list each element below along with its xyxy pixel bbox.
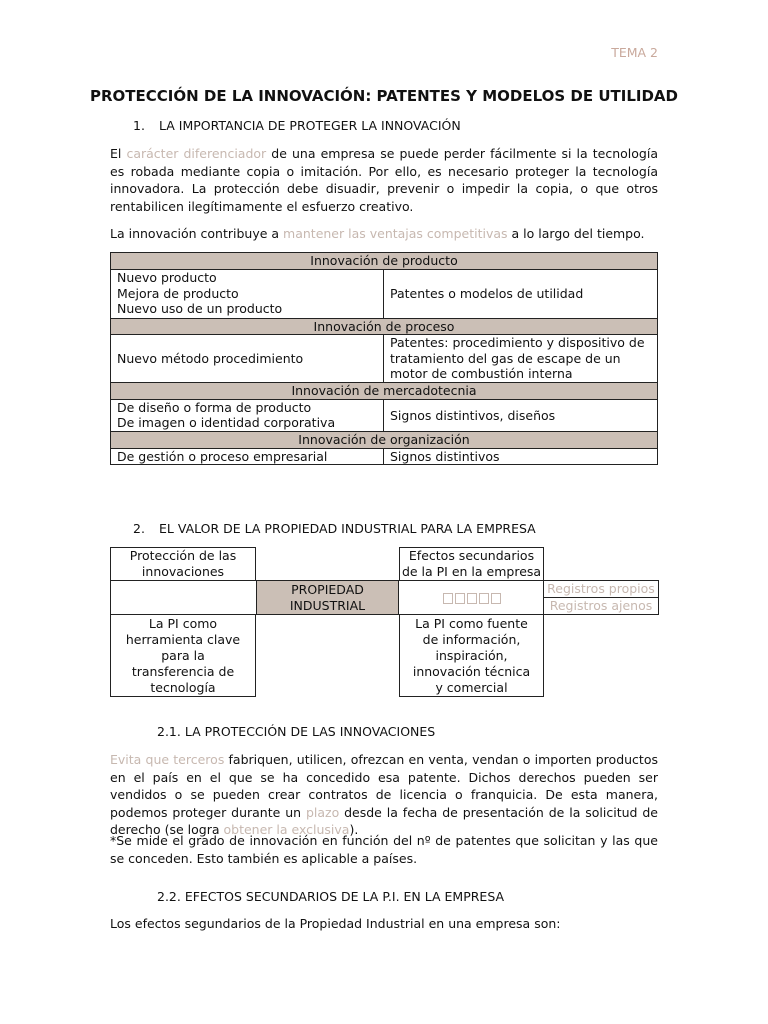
highlight-text: plazo <box>305 804 340 820</box>
table-cell: Patentes: procedimiento y dispositivo de tratamiento del gas de escape de un motor de combustión interna <box>384 335 658 383</box>
table-cell <box>111 269 384 318</box>
section-2-1-heading: 2.1. LA PROTECCIÓN DE LAS INNOVACIONES <box>157 724 436 739</box>
section-2-1-note: *Se mide el grado de innovación en función del nº de patentes que solicitan y las que se conceden. Esto también es aplicable a países. <box>110 833 658 866</box>
cell-line: De imagen o identidad corporativa <box>117 415 336 431</box>
highlight-text: obtener la exclusiva <box>223 822 350 838</box>
section-2-2-paragraph: Los efectos segundarios de la Propiedad Industrial en una empresa son: <box>110 916 561 931</box>
diagram-box-efectos: Efectos secundarios de la PI en la empresa <box>399 547 544 581</box>
section-1-heading <box>133 118 461 133</box>
glyph-box <box>443 593 453 604</box>
table-cell: Signos distintivos <box>384 448 658 465</box>
cell-line: De diseño o forma de producto <box>117 399 312 415</box>
text: ). <box>349 822 359 838</box>
cell-line: Nuevo uso de un producto <box>117 301 283 317</box>
text: desde la fecha de presentación de la solicitud de derecho (se logra <box>110 804 658 838</box>
table-cell: Nuevo método procedimiento <box>111 335 384 383</box>
table-cell: Patentes o modelos de utilidad <box>384 269 658 318</box>
table-header-proceso: Innovación de proceso <box>111 318 658 335</box>
section-1-paragraph-2 <box>110 225 658 243</box>
table-cell: Signos distintivos, diseños <box>384 399 658 431</box>
table-cell: De gestión o proceso empresarial <box>111 448 384 465</box>
table-header-organizacion: Innovación de organización <box>111 431 658 448</box>
table-header-mercadotecnia: Innovación de mercadotecnia <box>111 383 658 400</box>
glyph-box <box>479 593 489 604</box>
highlight-text: carácter diferenciador <box>126 146 267 161</box>
text: El <box>110 146 127 161</box>
section-1-title: LA IMPORTANCIA DE PROTEGER LA INNOVACIÓN <box>159 118 461 133</box>
glyph-box <box>491 593 501 604</box>
document-title: PROTECCIÓN DE LA INNOVACIÓN: PATENTES Y MODELOS DE UTILIDAD <box>90 87 678 105</box>
diagram-box-herramienta: La PI como herramienta clave para la transferencia de tecnología <box>110 614 256 697</box>
section-2-title: EL VALOR DE LA PROPIEDAD INDUSTRIAL PARA LA EMPRESA <box>159 521 536 536</box>
table-header-producto: Innovación de producto <box>111 253 658 270</box>
diagram-box-registros-ajenos: Registros ajenos <box>543 597 659 615</box>
text: a lo largo del tiempo. <box>507 226 645 241</box>
cell-line: Nuevo producto <box>117 270 217 286</box>
text: de una empresa se puede perder fácilmente si la tecnología es robada mediante copia o imitación. Por ello, es necesario proteger la tecnología innovadora. La protección debe disuadir, prevenir o impedir la copia, o que otros rentabilicen ilegítimamente el esfuerzo creativo. <box>110 146 658 214</box>
diagram-box-fuente: La PI como fuente de información, inspiración, innovación técnica y comercial <box>399 614 544 697</box>
placeholder-glyphs-icon <box>400 582 544 614</box>
highlight-text: mantener las ventajas competitivas <box>283 226 508 241</box>
table-cell <box>111 399 384 431</box>
cell-line: Mejora de producto <box>117 285 239 301</box>
text: La innovación contribuye a <box>110 226 284 241</box>
section-2-2-heading: 2.2. EFECTOS SECUNDARIOS DE LA P.I. EN LA EMPRESA <box>157 889 505 904</box>
diagram-box-propiedad-industrial: PROPIEDAD INDUSTRIAL <box>256 580 399 615</box>
diagram-box-registros-propios: Registros propios <box>543 580 659 598</box>
section-2-number: 2. <box>133 521 145 536</box>
diagram-box-proteccion: Protección de las innovaciones <box>110 547 256 581</box>
innovation-table <box>110 252 658 465</box>
page-header-tema: TEMA 2 <box>611 45 658 60</box>
section-1-number: 1. <box>133 118 145 133</box>
highlight-text: Evita que terceros <box>110 752 225 767</box>
glyph-box <box>455 593 465 604</box>
section-1-paragraph-1 <box>110 145 658 215</box>
glyph-box <box>467 593 477 604</box>
text: fabriquen, utilicen, ofrezcan en venta, vendan o importen productos en el país en el que se ha concedido esa patente. Dichos derechos pueden ser vendidos o se pueden crear contratos de licencia o franquicia. De esta manera, podemos proteger durante un <box>110 752 658 820</box>
section-2-heading <box>133 521 536 536</box>
section-2-1-paragraph <box>110 751 658 839</box>
